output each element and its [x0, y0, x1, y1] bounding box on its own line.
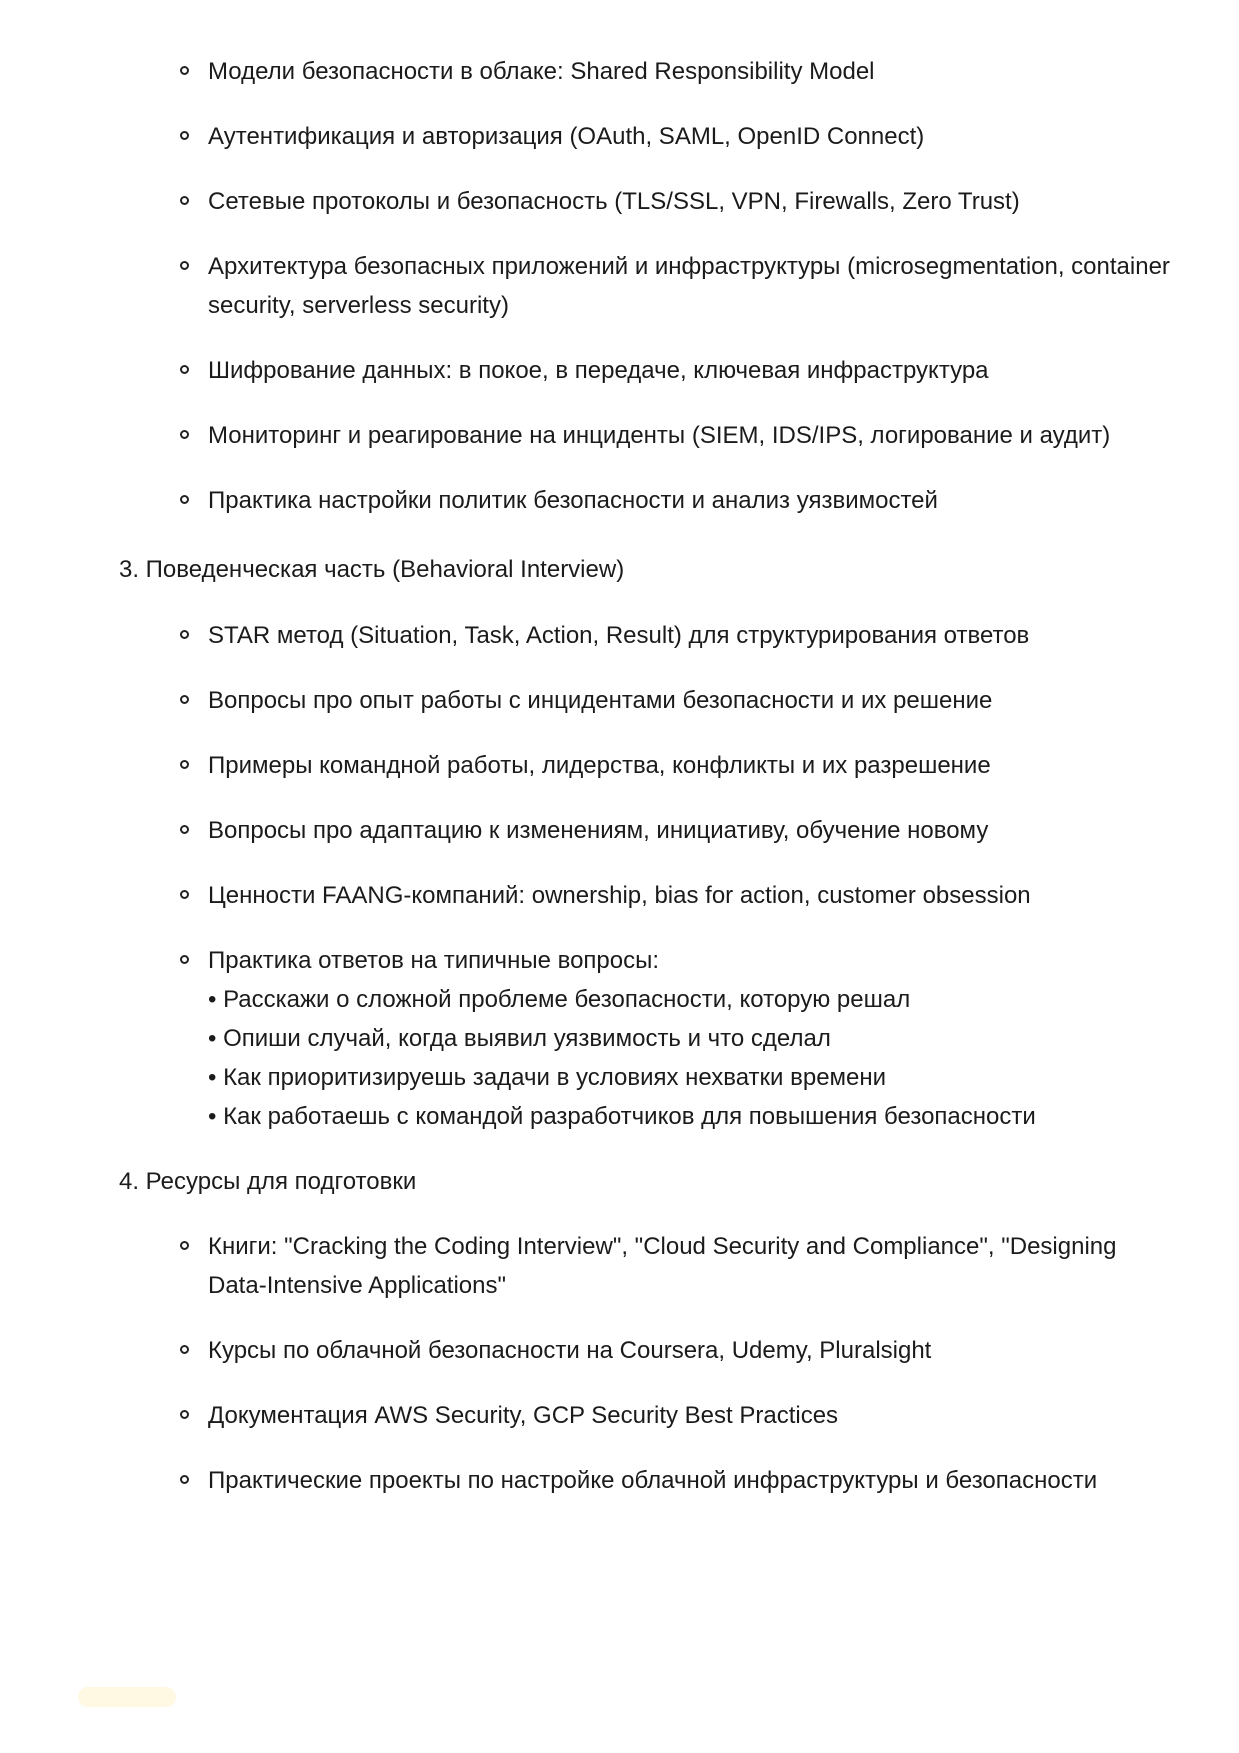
circle-bullet-icon	[180, 261, 189, 270]
circle-bullet-icon	[180, 825, 189, 834]
section-4-list	[180, 1227, 1180, 1500]
practice-question: • Как приоритизируешь задачи в условиях нехватки времени	[208, 1064, 887, 1091]
section-4-heading: 4. Ресурсы для подготовки	[119, 1168, 417, 1195]
list-item: Практика настройки политик безопасности и анализ уязвимостей	[180, 481, 1180, 520]
circle-bullet-icon	[180, 66, 189, 75]
list-item: Примеры командной работы, лидерства, конфликты и их разрешение	[180, 746, 1180, 785]
list-item: STAR метод (Situation, Task, Action, Result) для структурирования ответов	[180, 616, 1180, 655]
circle-bullet-icon	[180, 131, 189, 140]
practice-question: • Как работаешь с командой разработчиков для повышения безопасности	[208, 1103, 1036, 1130]
list-item: Мониторинг и реагирование на инциденты (SIEM, IDS/IPS, логирование и аудит)	[180, 416, 1180, 455]
list-item: Практические проекты по настройке облачной инфраструктуры и безопасности	[180, 1461, 1180, 1500]
list-item: Вопросы про опыт работы с инцидентами безопасности и их решение	[180, 681, 1180, 720]
list-item: Шифрование данных: в покое, в передаче, ключевая инфраструктура	[180, 351, 1180, 390]
circle-bullet-icon	[180, 196, 189, 205]
section-2-list	[180, 52, 1180, 520]
circle-bullet-icon	[180, 890, 189, 899]
list-item: Курсы по облачной безопасности на Coursera, Udemy, Pluralsight	[180, 1331, 1180, 1370]
list-item: Документация AWS Security, GCP Security Best Practices	[180, 1396, 1180, 1435]
circle-bullet-icon	[180, 365, 189, 374]
practice-question: • Опиши случай, когда выявил уязвимость и что сделал	[208, 1025, 831, 1052]
list-item: Вопросы про адаптацию к изменениям, инициативу, обучение новому	[180, 811, 1180, 850]
circle-bullet-icon	[180, 630, 189, 639]
list-item: Книги: "Cracking the Coding Interview", "Cloud Security and Compliance", "Designing Data-Intensive Applications"	[180, 1227, 1180, 1305]
circle-bullet-icon	[180, 695, 189, 704]
section-3-list	[180, 616, 1180, 1136]
circle-bullet-icon	[180, 1410, 189, 1419]
circle-bullet-icon	[180, 1475, 189, 1484]
practice-label: Практика ответов на типичные вопросы:	[208, 947, 660, 974]
list-item: Архитектура безопасных приложений и инфраструктуры (microsegmentation, container security, serverless security)	[180, 247, 1180, 325]
faint-highlight-mark	[78, 1687, 176, 1707]
circle-bullet-icon	[180, 760, 189, 769]
circle-bullet-icon	[180, 430, 189, 439]
circle-bullet-icon	[180, 955, 189, 964]
list-item: Аутентификация и авторизация (OAuth, SAML, OpenID Connect)	[180, 117, 1180, 156]
section-3-heading: 3. Поведенческая часть (Behavioral Interview)	[119, 556, 625, 583]
circle-bullet-icon	[180, 495, 189, 504]
list-item: Сетевые протоколы и безопасность (TLS/SSL, VPN, Firewalls, Zero Trust)	[180, 182, 1180, 221]
circle-bullet-icon	[180, 1241, 189, 1250]
practice-question: • Расскажи о сложной проблеме безопасности, которую решал	[208, 986, 911, 1013]
list-item: Модели безопасности в облаке: Shared Responsibility Model	[180, 52, 1180, 91]
circle-bullet-icon	[180, 1345, 189, 1354]
practice-item	[180, 941, 1180, 1136]
list-item: Ценности FAANG-компаний: ownership, bias for action, customer obsession	[180, 876, 1180, 915]
